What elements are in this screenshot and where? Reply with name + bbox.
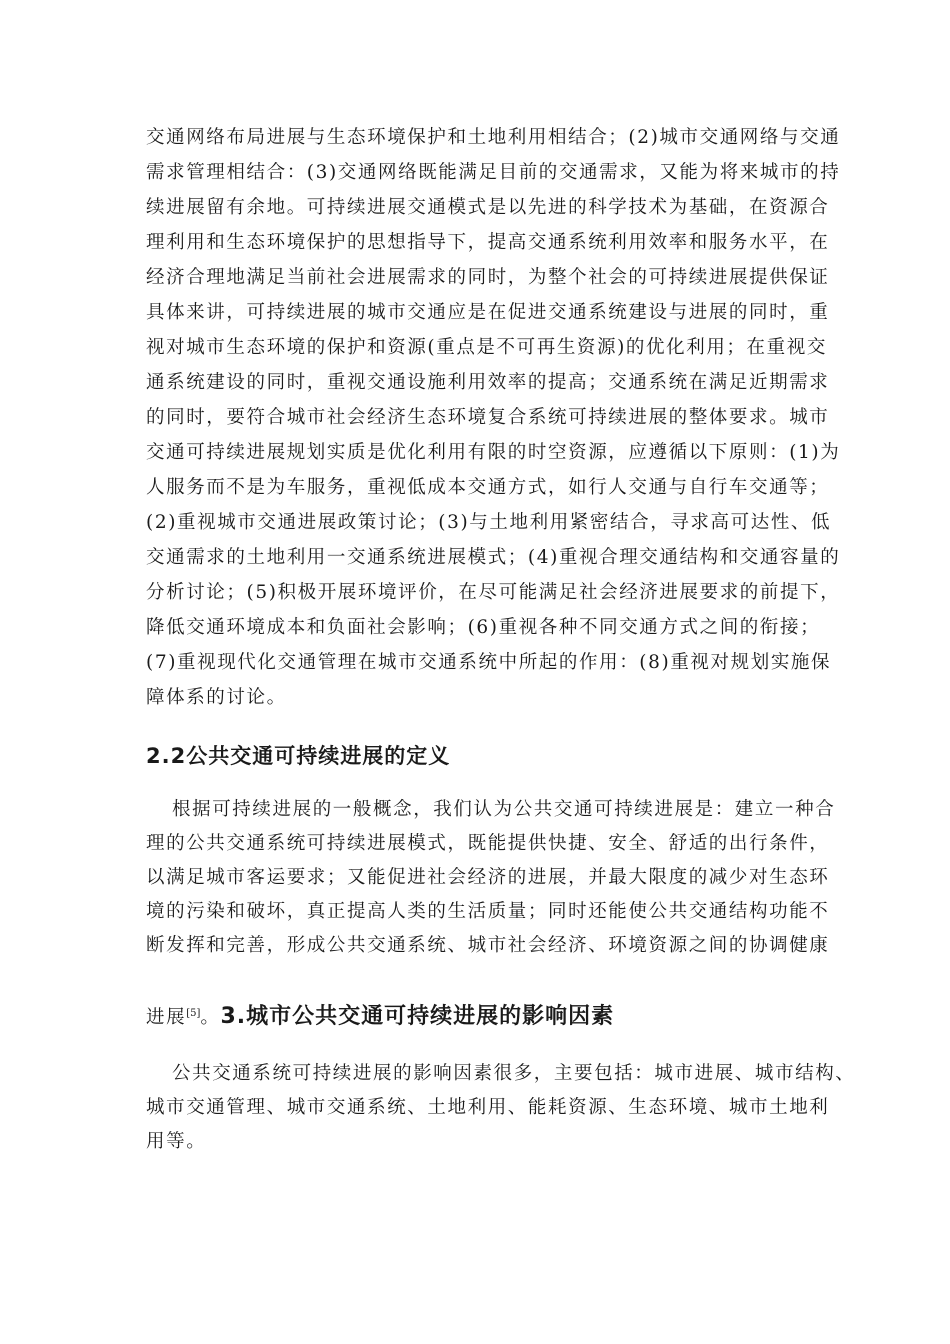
text-line: 视对城市生态环境的保护和资源(重点是不可再生资源)的优化利用；在重视交 [146, 337, 827, 358]
text-line: 断发挥和完善，形成公共交通系统、城市社会经济、环境资源之间的协调健康 [146, 935, 830, 956]
text-line: 人服务而不是为车服务，重视低成本交通方式，如行人交通与自行车交通等； [146, 477, 830, 498]
text-line: 境的污染和破坏，真正提高人类的生活质量；同时还能使公共交通结构功能不 [146, 901, 830, 922]
text-line: 需求管理相结合：(3)交通网络既能满足目前的交通需求，又能为将来城市的持 [146, 162, 841, 183]
text-line: (7)重视现代化交通管理在城市交通系统中所起的作用：(8)重视对规划实施保 [146, 652, 832, 673]
text-line: 交通需求的土地利用一交通系统进展模式；(4)重视合理交通结构和交通容量的 [146, 547, 841, 568]
text-line: 的同时，要符合城市社会经济生态环境复合系统可持续进展的整体要求。城市 [146, 407, 830, 428]
paragraph-tail: 进展 [146, 1007, 187, 1029]
section-heading-3: 3.城市公共交通可持续进展的影响因素 [220, 1004, 615, 1030]
paragraph-tail-period: 。 [200, 1007, 221, 1029]
text-line: 障体系的讨论。 [146, 687, 287, 708]
text-line: 理利用和生态环境保护的思想指导下，提高交通系统利用效率和服务水平，在 [146, 232, 830, 253]
text-line: 公共交通系统可持续进展的影响因素很多，主要包括：城市进展、城市结构、 [172, 1063, 856, 1084]
text-line: 续进展留有余地。可持续进展交通模式是以先进的科学技术为基础，在资源合 [146, 197, 830, 218]
text-line: 理的公共交通系统可持续进展模式，既能提供快捷、安全、舒适的出行条件， [146, 833, 830, 854]
text-line: 经济合理地满足当前社会进展需求的同时，为整个社会的可持续进展提供保证 [146, 267, 830, 288]
citation-reference: [5] [186, 1008, 201, 1019]
text-line: 通系统建设的同时，重视交通设施利用效率的提高；交通系统在满足近期需求 [146, 372, 830, 393]
text-line: 分析讨论；(5)积极开展环境评价，在尽可能满足社会经济进展要求的前提下， [146, 582, 841, 603]
text-line: 交通可持续进展规划实质是优化利用有限的时空资源，应遵循以下原则：(1)为 [146, 442, 841, 463]
section-heading-2-2: 2.2公共交通可持续进展的定义 [146, 744, 451, 768]
text-line: (2)重视城市交通进展政策讨论；(3)与土地利用紧密结合，寻求高可达性、低 [146, 512, 832, 533]
text-line: 以满足城市客运要求；又能促进社会经济的进展，并最大限度的减少对生态环 [146, 867, 830, 888]
text-line: 具体来讲，可持续进展的城市交通应是在促进交通系统建设与进展的同时，重 [146, 302, 830, 323]
text-line-with-heading [146, 999, 614, 1033]
text-line: 用等。 [146, 1131, 207, 1152]
text-line: 根据可持续进展的一般概念，我们认为公共交通可持续进展是：建立一种合 [172, 799, 836, 820]
text-line: 交通网络布局进展与生态环境保护和土地利用相结合；(2)城市交通网络与交通 [146, 127, 841, 148]
text-line: 城市交通管理、城市交通系统、土地利用、能耗资源、生态环境、城市土地利 [146, 1097, 830, 1118]
text-line: 降低交通环境成本和负面社会影响；(6)重视各种不同交通方式之间的衔接； [146, 617, 821, 638]
